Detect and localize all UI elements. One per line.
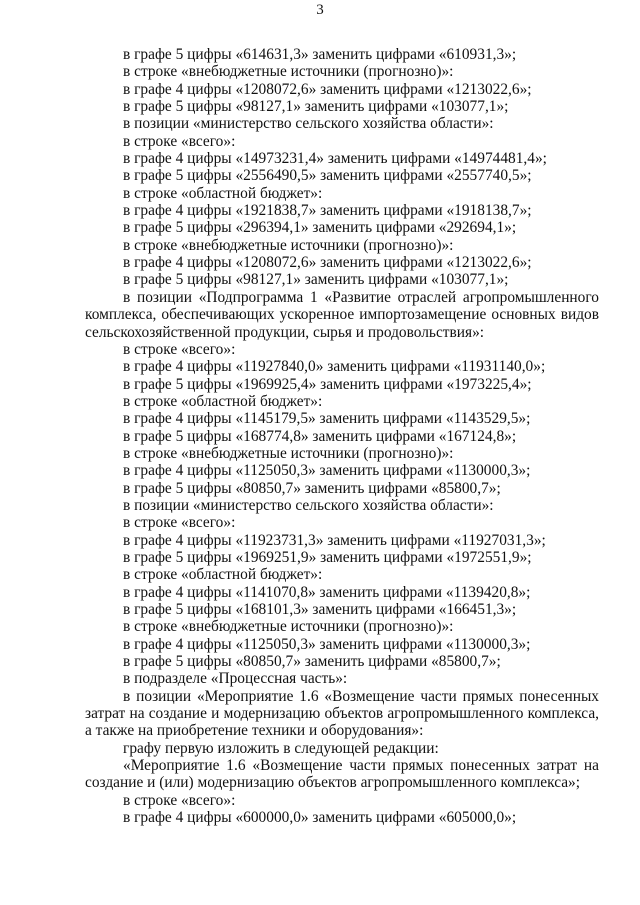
paragraph: в позиции «Мероприятие 1.6 «Возмещение части прямых понесенных затрат на создание и модернизацию объектов агропромышленного комплекса, а также на приобретение техники и оборудования»: — [85, 687, 599, 740]
paragraph: в графе 5 цифры «168101,3» заменить цифрами «166451,3»; — [123, 601, 517, 618]
paragraph: «Мероприятие 1.6 «Возмещение части прямых понесенных затрат на создание и (или) модернизацию объектов агропромышленного комплекса»; — [85, 757, 599, 792]
paragraph: в строке «областной бюджет»: — [123, 392, 323, 410]
paragraph: в графе 4 цифры «11927840,0» заменить цифрами «11931140,0»; — [123, 358, 546, 376]
paragraph: в графе 4 цифры «1125050,3» заменить цифрами «1130000,3»; — [123, 635, 531, 653]
paragraph: в графе 5 цифры «1969925,4» заменить цифрами «1973225,4»; — [123, 375, 532, 393]
paragraph: графу первую изложить в следующей редакции: — [123, 739, 439, 757]
paragraph: в графе 5 цифры «98127,1» заменить цифрами «103077,1»; — [123, 98, 509, 116]
paragraph: в строке «всего»: — [123, 791, 236, 809]
paragraph: в позиции «министерство сельского хозяйства области»: — [123, 496, 494, 514]
paragraph: в строке «внебюджетные источники (прогнозно)»: — [123, 618, 454, 636]
paragraph: в графе 5 цифры «98127,1» заменить цифрами «103077,1»; — [123, 271, 509, 289]
paragraph: в подразделе «Процессная часть»: — [123, 670, 348, 688]
paragraph: в строке «всего»: — [123, 514, 236, 532]
paragraph: в графе 5 цифры «1969251,9» заменить цифрами «1972551,9»; — [123, 548, 532, 566]
paragraph: в графе 4 цифры «1208072,6» заменить цифрами «1213022,6»; — [123, 254, 532, 272]
page-number: 3 — [316, 2, 324, 18]
paragraph: в графе 4 цифры «1921838,7» заменить цифрами «1918138,7»; — [123, 202, 532, 220]
document-body — [85, 46, 599, 826]
paragraph: в графе 5 цифры «2556490,5» заменить цифрами «2557740,5»; — [123, 167, 532, 185]
paragraph: в графе 5 цифры «168774,8» заменить цифрами «167124,8»; — [123, 427, 517, 445]
paragraph: в графе 4 цифры «14973231,4» заменить цифрами «14974481,4»; — [123, 150, 547, 168]
paragraph: в позиции «Подпрограмма 1 «Развитие отраслей агропромышленного комплекса, обеспечивающих ускоренное импортозамещение основных видов сельскохозяйственной продукции, сырья и продовольствия»: — [85, 288, 599, 341]
paragraph: в графе 5 цифры «296394,1» заменить цифрами «292694,1»; — [123, 219, 517, 237]
paragraph: в графе 4 цифры «1141070,8» заменить цифрами «1139420,8»; — [123, 583, 531, 601]
paragraph: в строке «внебюджетные источники (прогнозно)»: — [123, 236, 454, 254]
paragraph: в графе 5 цифры «80850,7» заменить цифрами «85800,7»; — [123, 653, 501, 671]
paragraph: в графе 4 цифры «1125050,3» заменить цифрами «1130000,3»; — [123, 462, 531, 480]
paragraph: в графе 4 цифры «1145179,5» заменить цифрами «1143529,5»; — [123, 410, 531, 428]
paragraph: в строке «внебюджетные источники (прогнозно)»: — [123, 444, 454, 462]
paragraph: в графе 4 цифры «600000,0» заменить цифрами «605000,0»; — [123, 809, 517, 827]
paragraph: в строке «областной бюджет»: — [123, 184, 323, 202]
paragraph: в графе 4 цифры «1208072,6» заменить цифрами «1213022,6»; — [123, 80, 532, 98]
paragraph: в позиции «министерство сельского хозяйства области»: — [123, 115, 494, 133]
paragraph: в графе 5 цифры «614631,3» заменить цифрами «610931,3»; — [123, 46, 517, 63]
paragraph: в строке «всего»: — [123, 340, 236, 358]
paragraph: в строке «областной бюджет»: — [123, 566, 323, 584]
paragraph: в строке «всего»: — [123, 132, 236, 150]
paragraph: в графе 4 цифры «11923731,3» заменить цифрами «11927031,3»; — [123, 531, 546, 549]
paragraph: в строке «внебюджетные источники (прогнозно)»: — [123, 63, 454, 81]
paragraph: в графе 5 цифры «80850,7» заменить цифрами «85800,7»; — [123, 479, 501, 497]
